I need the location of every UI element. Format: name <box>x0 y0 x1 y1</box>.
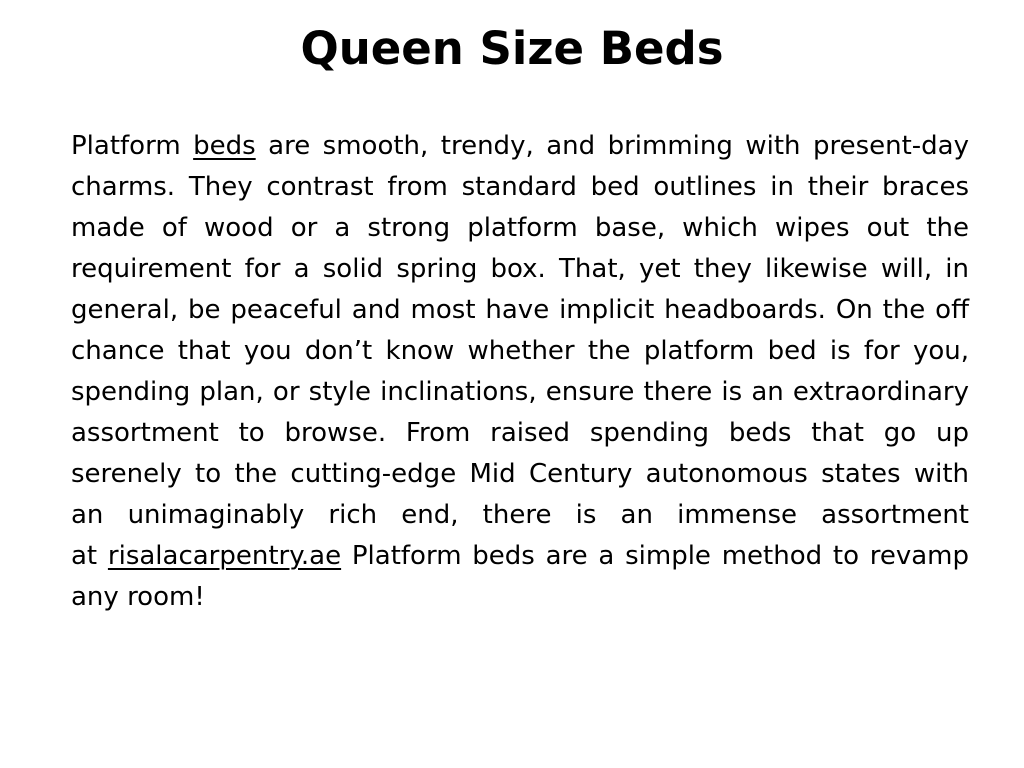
paragraph-text-3: at <box>71 541 108 571</box>
paragraph-block <box>71 126 969 536</box>
paragraph-text-4: Platform beds are a simple method to revamp any room! <box>71 541 969 612</box>
beds-link[interactable]: beds <box>193 131 256 161</box>
paragraph-text-2: are smooth, trendy, and brimming with present-day charms. They contrast from standard bed outlines in their braces made of wood or a strong platform base, which wipes out the requirement for a solid spring box. That, yet they likewise will, in general, be peaceful and most have implicit headboards. On the off chance that you don’t know whether the platform bed is for you, spending plan, or style inclinations, ensure there is an extraordinary assortment to browse. From raised spending beds that go up serenely to the cutting-edge Mid Century autonomous states with an unimaginably rich end, there is an immense assortment <box>71 131 969 530</box>
body-paragraph <box>71 126 969 618</box>
paragraph-text-1: Platform <box>71 131 194 161</box>
risalacarpentry-link[interactable]: risalacarpentry.ae <box>107 541 342 571</box>
page-title: Queen Size Beds <box>300 22 724 75</box>
